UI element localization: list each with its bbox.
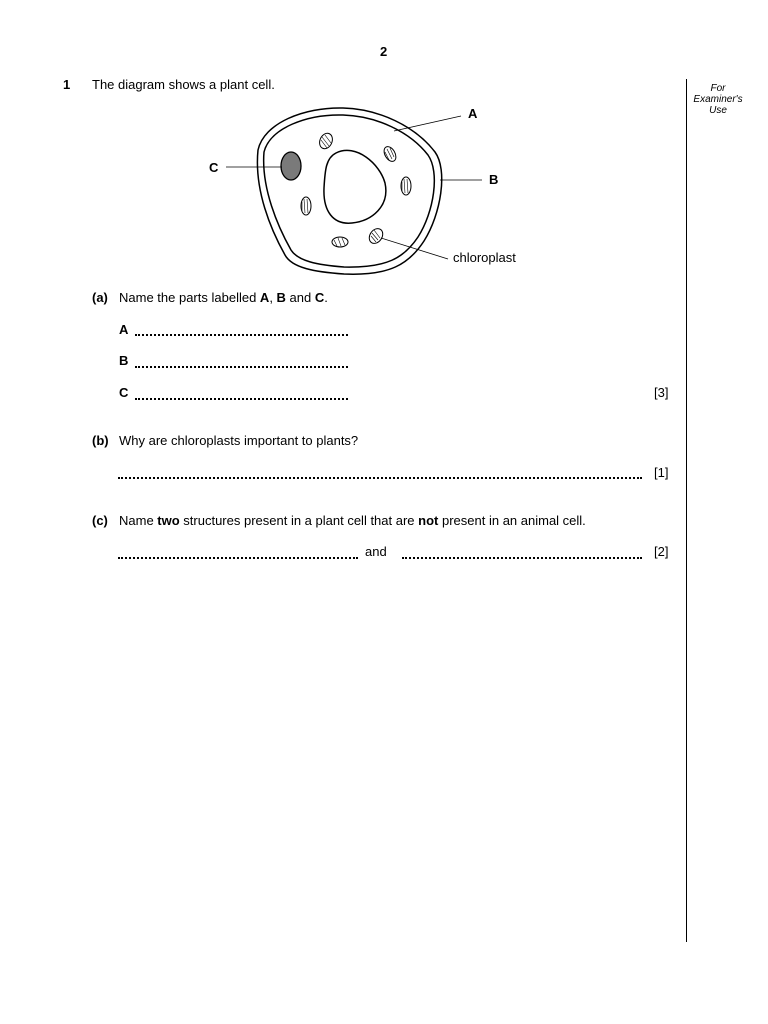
question-number: 1 (63, 77, 71, 92)
part-a-bold-b: B (276, 290, 286, 305)
answer-b-letter: B (119, 353, 129, 368)
part-c-bold-not: not (418, 513, 439, 528)
part-c-and: and (365, 544, 387, 559)
answer-c-line[interactable] (135, 398, 348, 400)
chloroplast-5 (332, 237, 348, 247)
examiner-line-1: For (710, 83, 726, 94)
part-c-text-1: Name (119, 513, 158, 528)
part-b-marks: [1] (654, 465, 669, 480)
chloroplasts (301, 131, 411, 247)
part-a-text (119, 290, 328, 305)
label-b: B (489, 172, 499, 187)
part-a-bold-c: C (314, 290, 325, 305)
vacuole (324, 150, 386, 223)
page-number: 2 (380, 44, 388, 59)
cell-wall-outline (257, 108, 441, 274)
answer-c-letter: C (119, 385, 129, 400)
part-a-and: and (285, 290, 315, 305)
chloroplast-6 (366, 226, 385, 246)
part-c-bold-two: two (157, 513, 180, 528)
examiner-line-3: Use (709, 105, 727, 116)
chloroplast-4 (301, 197, 311, 215)
part-a-text-1: Name the parts labelled (119, 290, 260, 305)
label-a: A (468, 106, 478, 121)
chloroplast-1 (317, 131, 335, 151)
answer-a-line[interactable] (135, 334, 348, 336)
part-a-sep: , (269, 290, 277, 305)
part-a-label: (a) (92, 290, 108, 305)
examiner-line-2: Examiner's (693, 94, 743, 105)
nucleus (281, 152, 301, 180)
part-c-marks: [2] (654, 544, 669, 559)
answer-b-line[interactable] (135, 366, 348, 368)
label-chloroplast: chloroplast (453, 250, 516, 265)
part-b-label: (b) (92, 433, 109, 448)
part-b-text: Why are chloroplasts important to plants? (119, 433, 359, 448)
label-c: C (209, 160, 219, 175)
part-c-label: (c) (92, 513, 108, 528)
label-a-leader (394, 116, 461, 131)
part-c-text (119, 513, 586, 528)
part-c-text-3: present in an animal cell. (438, 513, 586, 528)
question-intro: The diagram shows a plant cell. (92, 77, 275, 92)
part-a-bold-a: A (259, 290, 270, 305)
answer-a-letter: A (119, 322, 129, 337)
chloroplast-2 (382, 145, 399, 164)
part-c-text-2: structures present in a plant cell that are (179, 513, 419, 528)
part-b-answer-line[interactable] (118, 477, 642, 479)
chloroplast-3 (401, 177, 411, 195)
part-a-marks: [3] (654, 385, 669, 400)
part-a-end: . (324, 290, 328, 305)
part-c-answer-line-2[interactable] (402, 557, 642, 559)
plant-cell-diagram (0, 0, 768, 300)
part-c-answer-line-1[interactable] (118, 557, 358, 559)
